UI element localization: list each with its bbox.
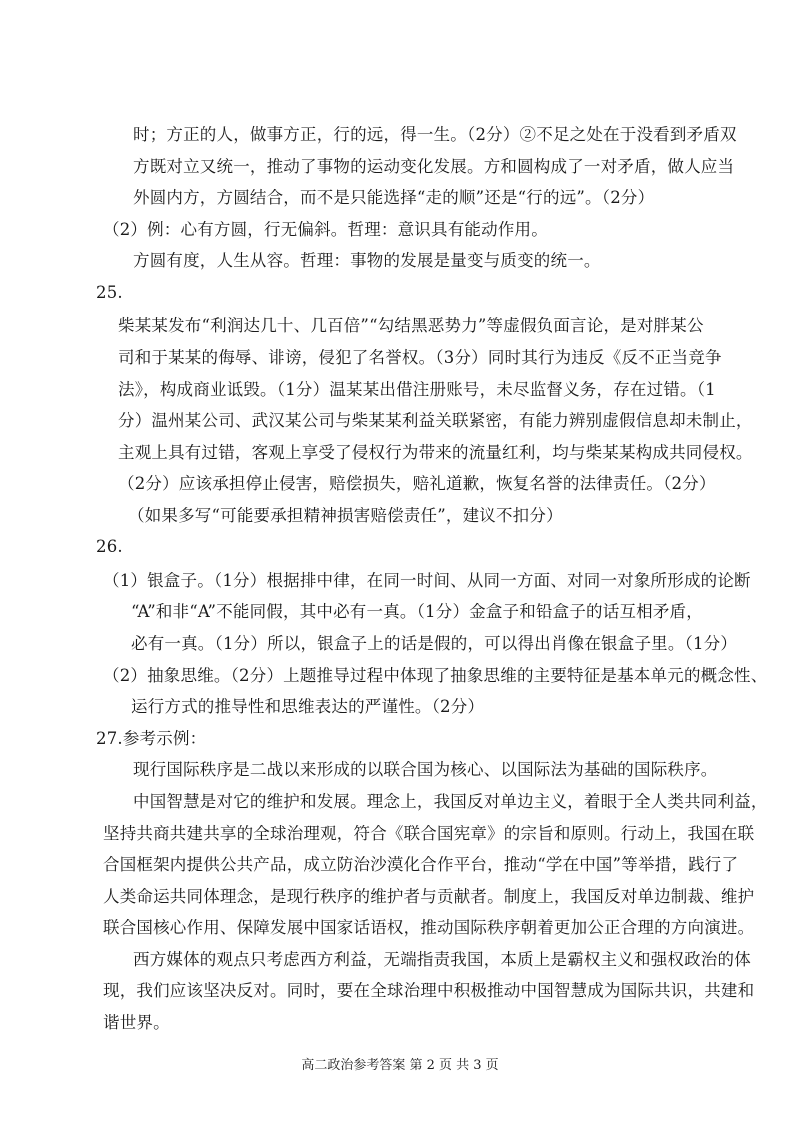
text-line: （如果多写“可能要承担精神损害赔偿责任”，建议不扣分）	[128, 505, 563, 525]
question-number-25: 25.	[96, 282, 123, 302]
text-line: （2）例：心有方圆，行无偏斜。哲理：意识具有能动作用。	[103, 219, 548, 239]
text-line: 必有一真。（1分）所以，银盒子上的话是假的，可以得出肖像在银盒子里。（1分）	[131, 634, 738, 653]
text-line: 坚持共商共建共享的全球治理观，符合《联合国宪章》的宗旨和原则。行动上，我国在联	[103, 823, 755, 843]
text-line: 现，我们应该坚决反对。同时，要在全球治理中积极推动中国智慧成为国际共识，共建和	[103, 981, 755, 1001]
question-number-26: 26.	[96, 537, 123, 557]
text-line: 分）温州某公司、武汉某公司与柴某某利益关联紧密，有能力辨别虚假信息却未制止，	[118, 411, 753, 431]
text-line: （2）抽象思维。（2分）上题推导过程中体现了抽象思维的主要特征是基本单元的概念性、	[103, 665, 768, 685]
text-line: 现行国际秩序是二战以来形成的以联合国为核心、以国际法为基础的国际秩序。	[133, 760, 718, 780]
text-line: 柴某某发布“利润达几十、几百倍”“勾结黑恶势力”等虚假负面言论，是对胖某公	[118, 316, 704, 336]
text-line: 主观上具有过错，客观上享受了侵权行为带来的流量红利，均与柴某某构成共同侵权。	[118, 442, 753, 462]
text-line: 西方媒体的观点只考虑西方利益，无端指责我国，本质上是霸权主义和强权政治的体	[133, 949, 751, 969]
text-line: 运行方式的推导性和思维表达的严谨性。（2分）	[131, 697, 485, 717]
text-line: 谐世界。	[103, 1013, 170, 1032]
text-line: 联合国核心作用、保障发展中国家话语权，推动国际秩序朝着更加公正合理的方向演进。	[103, 918, 755, 938]
text-line: 外圆内方，方圆结合，而不是只能选择“走的顺”还是“行的远”。（2分）	[133, 188, 655, 208]
text-line: 方圆有度，人生从容。哲理：事物的发展是量变与质变的统一。	[133, 251, 601, 271]
text-line: 司和于某某的侮辱、诽谤，侵犯了名誉权。（3分）同时其行为违反《反不正当竞争	[118, 347, 722, 367]
text-line: 人类命运共同体理念，是现行秩序的维护者与贡献者。制度上，我国反对单边制裁、维护	[103, 886, 755, 906]
text-line: 法》，构成商业诋毁。（1分）温某某出借注册账号，未尽监督义务，存在过错。（1	[118, 379, 716, 399]
text-line: 中国智慧是对它的维护和发展。理念上，我国反对单边主义，着眼于全人类共同利益，	[133, 791, 768, 811]
text-line: 合国框架内提供公共产品，成立防治沙漠化合作平台，推动“学在中国”等举措，践行了	[103, 855, 739, 875]
text-line: （1）银盒子。（1分）根据排中律，在同一时间、从同一方面、对同一对象所形成的论断	[103, 570, 751, 590]
text-line: “A”和非“A”不能同假，其中必有一真。（1分）金盒子和铅盒子的话互相矛盾，	[131, 602, 703, 622]
question-number-27: 27.参考示例：	[96, 728, 207, 748]
page-footer: 高二政治参考答案 第 2 页 共 3 页	[301, 1058, 499, 1073]
text-line: 时；方正的人，做事方正，行的远，得一生。（2分）②不足之处在于没看到矛盾双	[133, 125, 737, 144]
text-line: （2分）应该承担停止侵害，赔偿损失，赔礼道歉，恢复名誉的法律责任。（2分）	[118, 474, 716, 494]
text-line: 方既对立又统一，推动了事物的运动变化发展。方和圆构成了一对矛盾，做人应当	[133, 156, 735, 176]
